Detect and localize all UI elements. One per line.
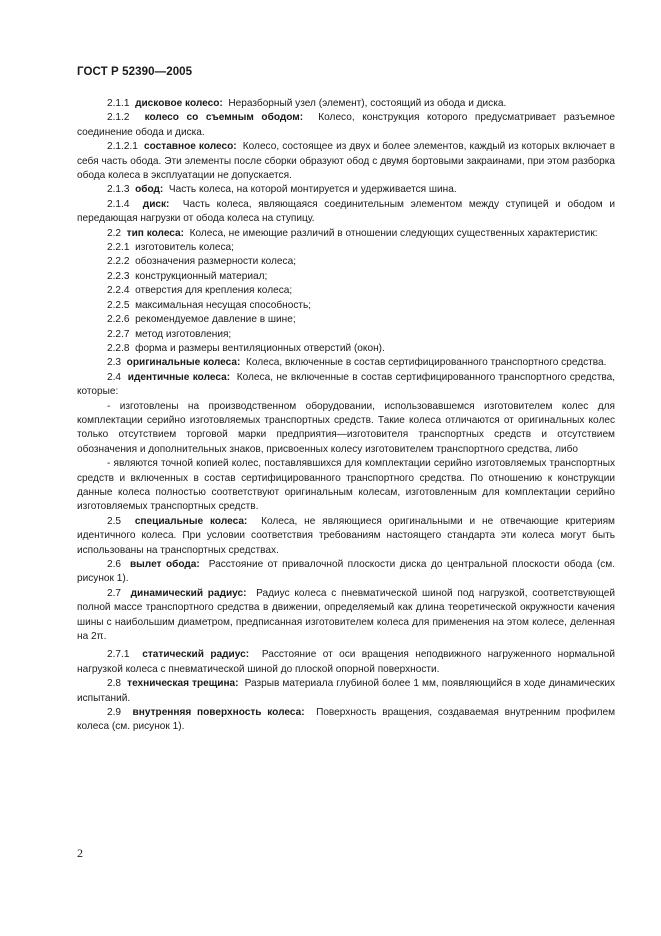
list-item: 2.2.1 изготовитель колеса; — [107, 242, 234, 254]
definition-2-1-3: 2.1.3 обод: Часть колеса, на которой монтируется и удерживается шина. — [107, 184, 457, 196]
document-header: ГОСТ Р 52390—2005 — [77, 66, 193, 78]
definition-2-4-item-2: - являются точной копией колес, поставлявшихся для комплектации серийно изготовляемых транспортных средств и включенных в состав сертифицированного транспортного средства. По отношению к конструкции данные колеса полностью соответствуют оригинальным колесам, изготовленным для комплектации серийно изготовляемых транспортных средств. — [77, 458, 615, 513]
definition-2-1-2: 2.1.2 колесо со съемным ободом: Колесо, конструкция которого предусматривает разъемное соединение обода и диска. — [77, 112, 615, 138]
document-body — [77, 97, 615, 735]
definition-2-1-1: 2.1.1 дисковое колесо: Неразборный узел (элемент), состоящий из обода и диска. — [107, 98, 507, 109]
page-number: 2 — [77, 846, 83, 860]
definition-2-1-2-1: 2.1.2.1 составное колесо: Колесо, состоящее из двух и более элементов, каждый из которых включает в себя часть обода. Эти элементы после сборки образуют обод с двумя бортовыми закраинами, при этом разборка обода колеса в эксплуатации не допускается. — [77, 141, 615, 182]
definition-2-8: 2.8 техническая трещина: Разрыв материала глубиной более 1 мм, появляющийся в ходе динамических испытаний. — [77, 678, 616, 704]
list-item: 2.2.8 форма и размеры вентиляционных отверстий (окон). — [107, 342, 385, 354]
definition-2-4-item-1: - изготовлены на производственном оборудовании, использовавшемся изготовителем колес для комплектации серийно изготовляемых транспортных средств. Такие колеса отличаются от оригинальных колес только отсутствием торговой марки предприятия—изготовителя транспортных средств и отсутствием обозначения и дополнительных знаков, присвоенных колесу изготовителем транспортного средства, либо — [77, 400, 615, 455]
list-item: 2.2.4 отверстия для крепления колеса; — [107, 285, 293, 297]
definition-2-4: 2.4 идентичные колеса: Колеса, не включенные в состав сертифицированного транспортного средства, которые: — [77, 371, 616, 398]
definition-2-7-1: 2.7.1 статический радиус: Расстояние от оси вращения неподвижного нагруженного нормальной нагрузкой колеса с пневматической шиной до плоской опорной поверхности. — [77, 649, 616, 675]
definition-2-1-4: 2.1.4 диск: Часть колеса, являющаяся соединительным элементом между ступицей и ободом и передающая нагрузки от обода колеса на ступицу. — [77, 198, 616, 225]
definition-2-7: 2.7 динамический радиус: Радиус колеса с пневматической шиной под нагрузкой, соответствующей полной массе транспортного средства в движении, определяемый как длина теоретической окружности качения шины с наибольшим диаметром, предписанная изготовителем колеса для применения на этом колесе, деленная на 2π. — [77, 587, 616, 643]
list-item: 2.2.6 рекомендуемое давление в шине; — [107, 314, 296, 326]
definition-2-2: 2.2 тип колеса: Колеса, не имеющие различий в отношении следующих существенных характеристик: — [107, 227, 598, 239]
list-item: 2.2.3 конструкционный материал; — [107, 270, 268, 282]
list-item: 2.2.7 метод изготовления; — [107, 328, 232, 340]
definition-2-3: 2.3 оригинальные колеса: Колеса, включенные в состав сертифицированного транспортного средства. — [107, 357, 607, 369]
list-item: 2.2.2 обозначения размерности колеса; — [107, 256, 297, 268]
list-item: 2.2.5 максимальная несущая способность; — [107, 299, 312, 311]
definition-2-6: 2.6 вылет обода: Расстояние от привалочной плоскости диска до центральной плоскости обода (см. рисунок 1). — [77, 559, 616, 585]
definition-2-5: 2.5 специальные колеса: Колеса, не являющиеся оригинальными и не отвечающие критериям идентичного колеса. При условии соответствия требованиям настоящего стандарта эти колеса могут быть использованы на транспортных средствах. — [77, 515, 615, 556]
definition-2-9: 2.9 внутренняя поверхность колеса: Поверхность вращения, создаваемая внутренним профилем колеса (см. рисунок 1). — [77, 707, 616, 733]
